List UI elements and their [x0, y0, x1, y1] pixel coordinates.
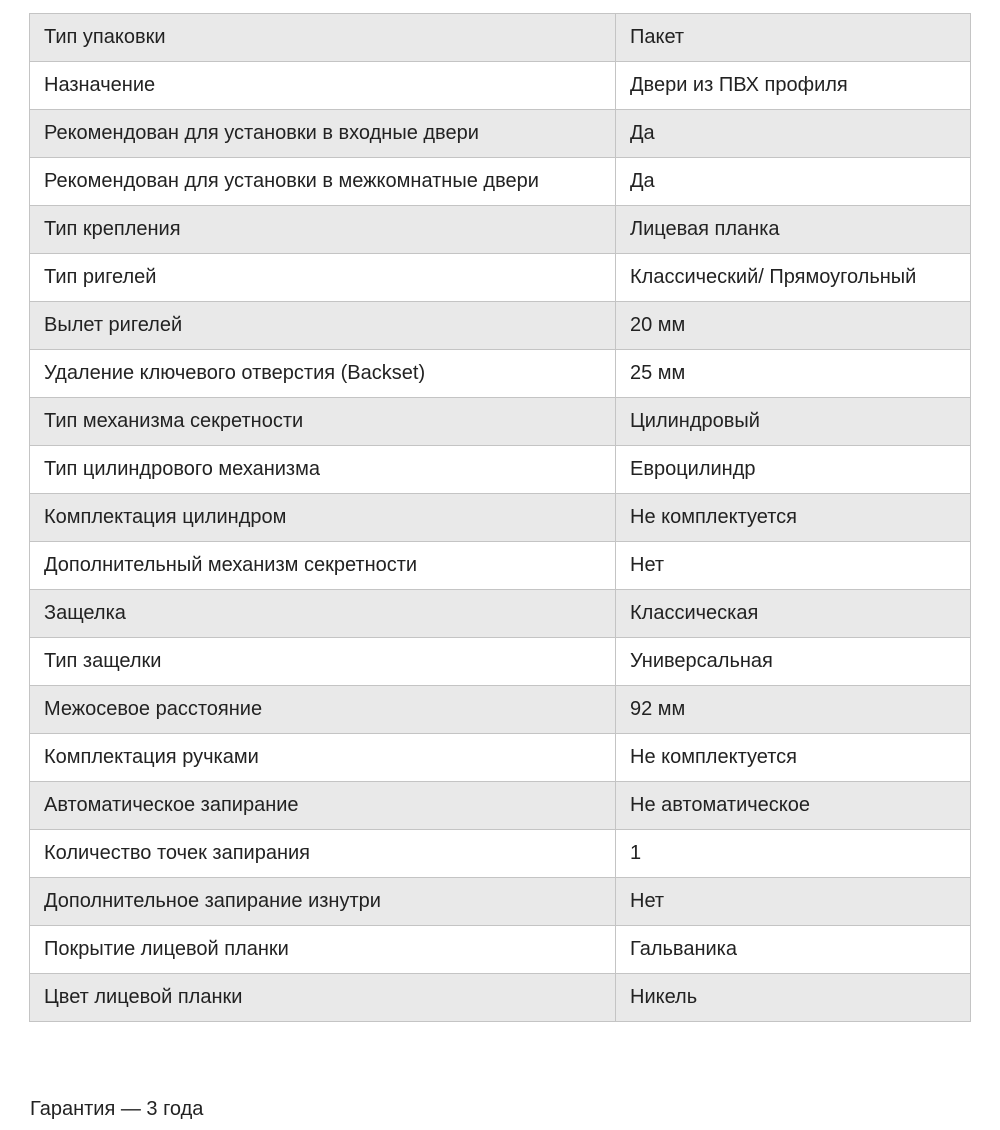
spec-label: Автоматическое запирание	[44, 794, 299, 816]
spec-label-cell	[30, 686, 616, 734]
spec-label: Тип цилиндрового механизма	[44, 458, 320, 480]
spec-value-cell	[616, 542, 971, 590]
spec-value-cell	[616, 926, 971, 974]
spec-value: Гальваника	[630, 938, 737, 960]
spec-table-body	[30, 14, 971, 1022]
spec-label-cell	[30, 734, 616, 782]
spec-value-cell	[616, 398, 971, 446]
spec-value: Да	[630, 122, 655, 144]
table-row	[30, 734, 971, 782]
spec-label-cell	[30, 350, 616, 398]
table-row	[30, 494, 971, 542]
table-row	[30, 446, 971, 494]
spec-label: Рекомендован для установки в межкомнатные двери	[44, 170, 539, 192]
spec-value-cell	[616, 14, 971, 62]
table-row	[30, 590, 971, 638]
spec-label-cell	[30, 878, 616, 926]
spec-value: Не комплектуется	[630, 746, 797, 768]
spec-value-cell	[616, 686, 971, 734]
spec-label-cell	[30, 830, 616, 878]
spec-value: 25 мм	[630, 362, 686, 384]
spec-value: Классическая	[630, 602, 759, 624]
spec-value-cell	[616, 782, 971, 830]
spec-value-cell	[616, 494, 971, 542]
table-row	[30, 62, 971, 110]
spec-label: Тип ригелей	[44, 266, 157, 288]
spec-label-cell	[30, 206, 616, 254]
spec-value: 1	[630, 842, 642, 864]
spec-value: Евроцилиндр	[630, 458, 756, 480]
spec-value: Двери из ПВХ профиля	[630, 74, 848, 96]
spec-label-cell	[30, 590, 616, 638]
table-row	[30, 158, 971, 206]
spec-label: Количество точек запирания	[44, 842, 311, 864]
spec-value-cell	[616, 830, 971, 878]
table-row	[30, 254, 971, 302]
spec-label: Тип крепления	[44, 218, 181, 240]
spec-value-cell	[616, 446, 971, 494]
spec-value-cell	[616, 590, 971, 638]
table-row	[30, 974, 971, 1022]
spec-label-cell	[30, 158, 616, 206]
spec-label: Покрытие лицевой планки	[44, 938, 289, 960]
table-row	[30, 14, 971, 62]
spec-label: Дополнительный механизм секретности	[44, 554, 418, 576]
table-row	[30, 926, 971, 974]
spec-label-cell	[30, 782, 616, 830]
table-row	[30, 830, 971, 878]
spec-value-cell	[616, 638, 971, 686]
spec-label: Удаление ключевого отверстия (Backset)	[44, 362, 426, 384]
spec-table	[29, 13, 971, 1022]
warranty-note: Гарантия — 3 года	[30, 1098, 204, 1120]
spec-value-cell	[616, 734, 971, 782]
spec-value-cell	[616, 158, 971, 206]
table-row	[30, 878, 971, 926]
spec-value: Нет	[630, 890, 665, 912]
spec-value: Лицевая планка	[630, 218, 780, 240]
spec-label: Комплектация ручками	[44, 746, 259, 768]
spec-label-cell	[30, 302, 616, 350]
spec-label-cell	[30, 638, 616, 686]
table-row	[30, 398, 971, 446]
table-row	[30, 206, 971, 254]
spec-value-cell	[616, 206, 971, 254]
table-row	[30, 302, 971, 350]
spec-label-cell	[30, 446, 616, 494]
spec-value-cell	[616, 254, 971, 302]
spec-label: Тип упаковки	[44, 26, 166, 48]
spec-value: Классический/ Прямоугольный	[630, 266, 917, 288]
spec-value: 20 мм	[630, 314, 686, 336]
spec-value-cell	[616, 110, 971, 158]
spec-label-cell	[30, 926, 616, 974]
spec-label: Тип защелки	[44, 650, 162, 672]
spec-value: Универсальная	[630, 650, 773, 672]
spec-value-cell	[616, 974, 971, 1022]
spec-value-cell	[616, 62, 971, 110]
spec-value: 92 мм	[630, 698, 686, 720]
spec-label: Защелка	[44, 602, 126, 624]
spec-value: Да	[630, 170, 655, 192]
table-row	[30, 350, 971, 398]
spec-label-cell	[30, 398, 616, 446]
spec-value-cell	[616, 302, 971, 350]
spec-label: Назначение	[44, 74, 156, 96]
spec-label-cell	[30, 974, 616, 1022]
spec-label-cell	[30, 62, 616, 110]
table-row	[30, 638, 971, 686]
spec-label: Вылет ригелей	[44, 314, 183, 336]
spec-value-cell	[616, 350, 971, 398]
spec-value-cell	[616, 878, 971, 926]
spec-label-cell	[30, 542, 616, 590]
table-row	[30, 110, 971, 158]
spec-value: Пакет	[630, 26, 685, 48]
table-row	[30, 782, 971, 830]
table-row	[30, 686, 971, 734]
table-row	[30, 542, 971, 590]
spec-value: Не комплектуется	[630, 506, 797, 528]
spec-label-cell	[30, 14, 616, 62]
spec-label: Комплектация цилиндром	[44, 506, 287, 528]
spec-label: Рекомендован для установки в входные двери	[44, 122, 479, 144]
spec-label-cell	[30, 254, 616, 302]
spec-label: Тип механизма секретности	[44, 410, 304, 432]
spec-value: Не автоматическое	[630, 794, 811, 816]
spec-value: Никель	[630, 986, 698, 1008]
spec-label: Межосевое расстояние	[44, 698, 263, 720]
spec-label-cell	[30, 110, 616, 158]
spec-value: Цилиндровый	[630, 410, 760, 432]
spec-label: Цвет лицевой планки	[44, 986, 243, 1008]
spec-label-cell	[30, 494, 616, 542]
spec-label: Дополнительное запирание изнутри	[44, 890, 381, 912]
spec-value: Нет	[630, 554, 665, 576]
